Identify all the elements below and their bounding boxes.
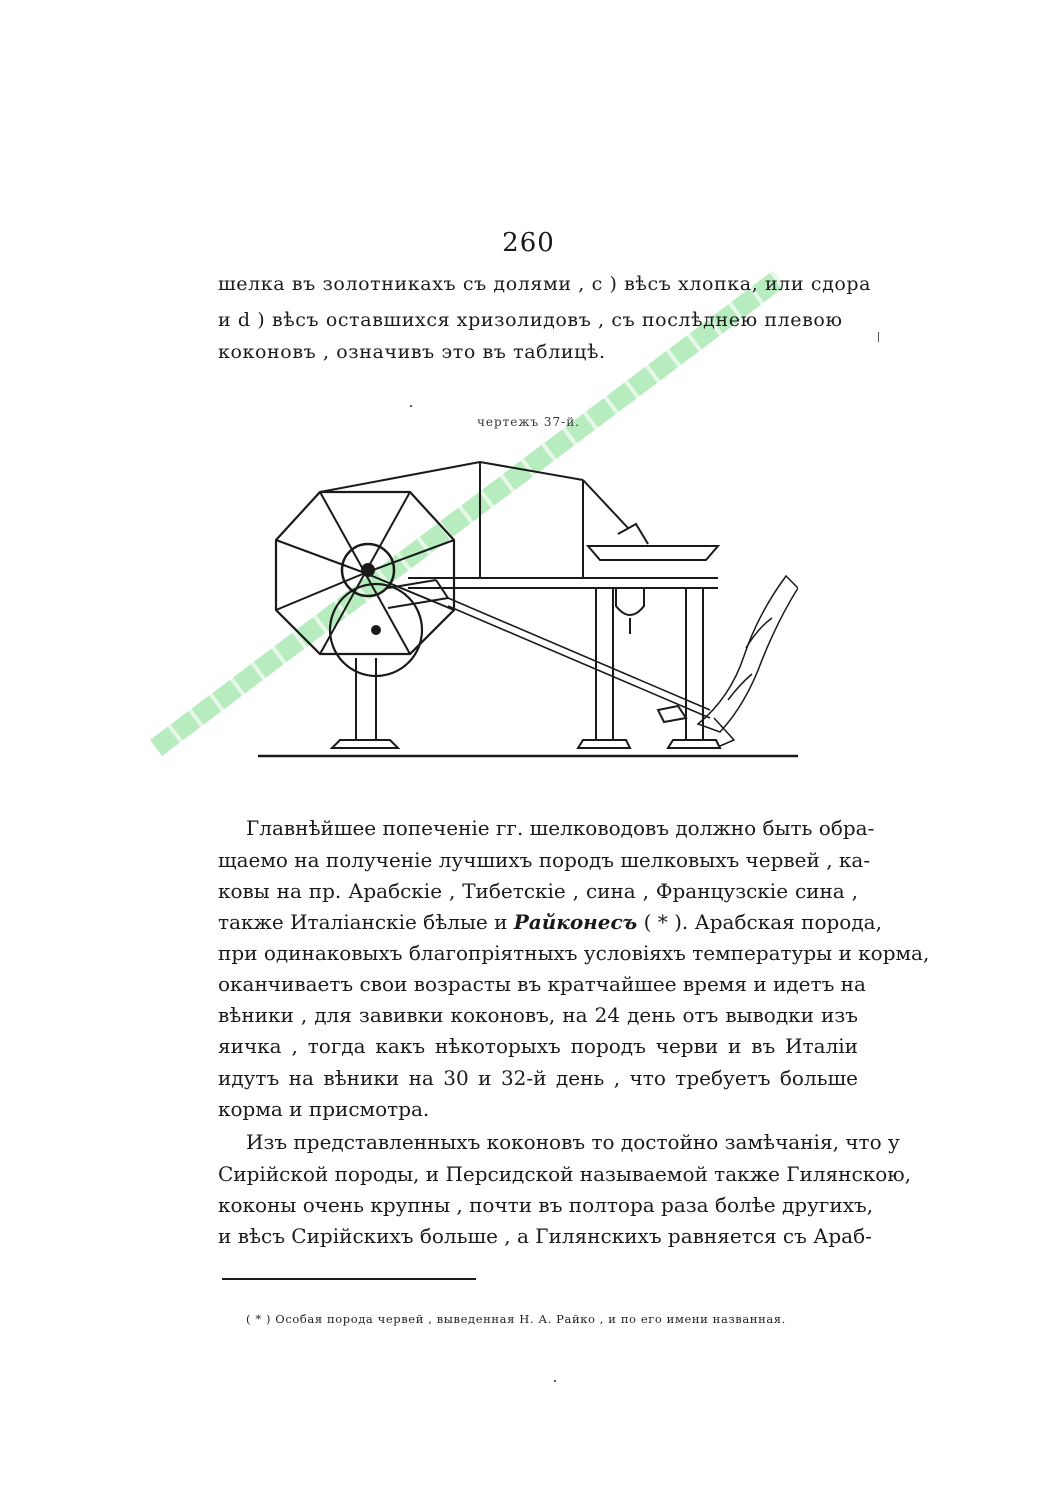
body-line: идутъ на вѣники на 30 и 32-й день , что требуетъ больше: [218, 1066, 858, 1090]
body-line: Изъ представленныхъ коконовъ то достойно замѣчанія, что у: [246, 1130, 900, 1154]
body-line: оканчиваетъ свои возрасты въ кратчайшее время и идетъ на: [218, 972, 866, 996]
inline-text: также Италіанскіе бѣлые и: [218, 910, 508, 934]
body-line: яичка , тогда какъ нѣкоторыхъ породъ черви и въ Италіи: [218, 1034, 858, 1058]
body-line: щаемо на полученіе лучшихъ породъ шелковыхъ червей , ка-: [218, 848, 871, 872]
footnote: ( * ) Особая порода червей , выведенная Н. А. Райко , и по его имени названная.: [246, 1312, 786, 1326]
top-text-line-2: и d ) вѣсъ оставшихся хризолидовъ , съ послѣднею плевою: [218, 309, 843, 331]
body-line: коконы очень крупны , почти въ полтора раза болѣе другихъ,: [218, 1193, 874, 1217]
print-speck: [878, 332, 879, 342]
body-line: и вѣсъ Сирійскихъ больше , а Гилянскихъ равняется съ Араб-: [218, 1224, 872, 1248]
top-text-line-1: шелка въ золотникахъ съ долями , с ) вѣсъ хлопка, или сдора: [218, 273, 872, 295]
print-speck: [410, 405, 412, 407]
body-line: при одинаковыхъ благопріятныхъ условіяхъ температуры и корма,: [218, 941, 930, 965]
body-line: вѣники , для завивки коконовъ, на 24 день отъ выводки изъ: [218, 1003, 858, 1027]
reeling-machine-illustration: [258, 448, 798, 768]
print-speck: [554, 1380, 556, 1382]
figure-caption: чертежъ 37-й.: [476, 415, 581, 429]
breed-name-italic: Райконесъ: [513, 910, 638, 934]
inline-text: ( * ). Арабская порода,: [643, 910, 882, 934]
body-line: Главнѣйшее попеченіе гг. шелководовъ должно быть обра-: [246, 816, 875, 840]
body-line: корма и присмотра.: [218, 1097, 430, 1121]
footnote-rule: [222, 1278, 476, 1280]
body-line: Сирійской породы, и Персидской называемой также Гилянскою,: [218, 1162, 911, 1186]
body-line: [218, 910, 882, 934]
body-line: ковы на пр. Арабскіе , Тибетскіе , сина , Французскіе сина ,: [218, 879, 858, 903]
top-text-line-3: коконовъ , означивъ это въ таблицѣ.: [218, 341, 606, 363]
page-number: 260: [502, 228, 555, 258]
